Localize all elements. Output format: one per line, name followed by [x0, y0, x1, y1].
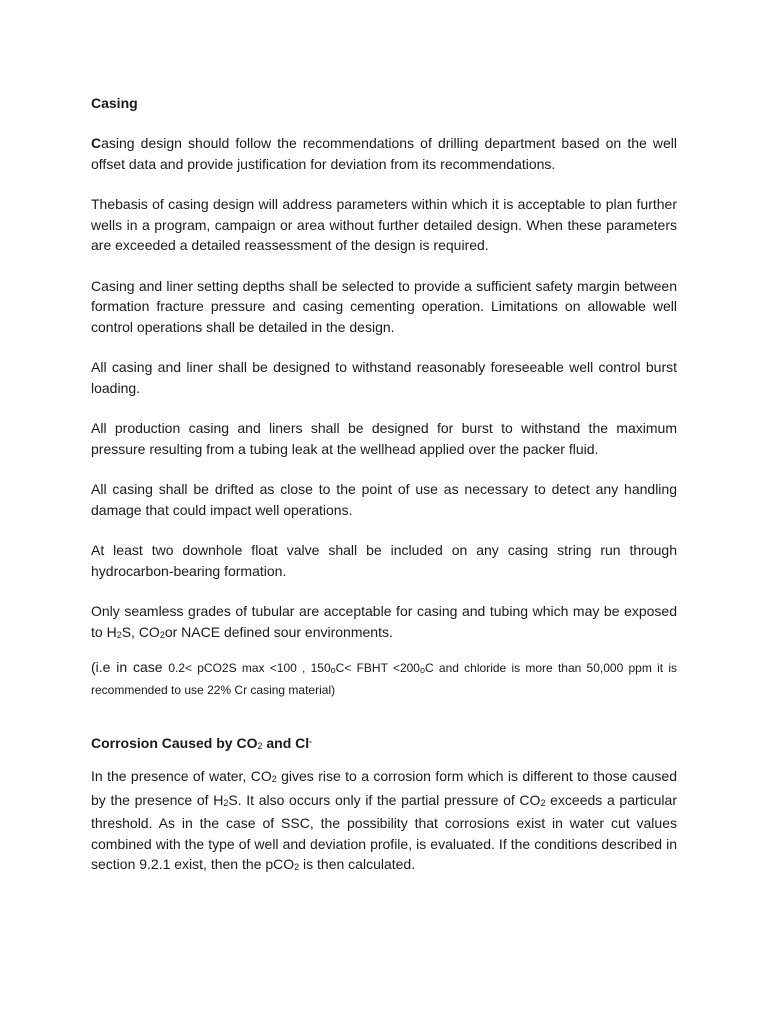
cp1-subscript-2: 2	[223, 797, 229, 808]
p8-text-a: Only seamless grades of tubular are acceptable for casing and tubing which may be exposed to H	[91, 603, 677, 640]
document-page	[91, 93, 677, 878]
cp1-text-b: gives rise to a corrosion form which is different to those caused by the presence of H	[91, 768, 677, 808]
casing-paragraph-7: At least two downhole float valve shall be included on any casing string run through hydrocarbon-bearing formation.	[91, 542, 677, 579]
note-text-d: C and chloride is more than 50,000 ppm it is recommended to use 22% Cr casing material)	[91, 661, 677, 697]
p8-text-b: S, CO	[121, 623, 160, 640]
corrosion-heading-a: Corrosion Caused by CO	[91, 735, 258, 751]
cp1-subscript-4: 2	[294, 862, 300, 872]
cp1-subscript-1: 2	[271, 774, 277, 784]
casing-paragraph-4: All casing and liner shall be designed to withstand reasonably foreseeable well control burst loading.	[91, 359, 677, 396]
casing-paragraph-6: All casing shall be drifted as close to the point of use as necessary to detect any handling damage that could impact well operations.	[91, 481, 677, 518]
casing-paragraph-8	[91, 601, 677, 645]
cp1-text-a: In the presence of water, CO	[91, 768, 272, 784]
corrosion-heading-b: and Cl	[262, 735, 310, 751]
casing-paragraph-1	[91, 133, 677, 174]
corrosion-heading-subscript: 2	[257, 741, 263, 751]
note-text-a: (i.e in case	[91, 659, 169, 675]
casing-note	[91, 657, 677, 700]
cp1-text-d: exceeds a particular threshold. As in the case of SSC, the possibility that corrosions exist in water cut values combined with the type of well and deviation profile, is evaluated. If the conditions described in section 9.2.1 exist, then the pCO	[91, 791, 677, 872]
casing-paragraph-5: All production casing and liners shall be designed for burst to withstand the maximum pressure resulting from a tubing leak at the wellhead applied over the packer fluid.	[91, 420, 677, 457]
p8-subscript-1: 2	[116, 629, 122, 640]
corrosion-paragraph-1	[91, 766, 677, 878]
note-subscript-2: o	[419, 665, 425, 675]
note-text-c: C< FBHT <200	[335, 661, 420, 675]
p8-subscript-2: 2	[159, 629, 165, 640]
casing-paragraph-2: Thebasis of casing design will address parameters within which it is acceptable to plan further wells in a program, campaign or area without further detailed design. When these parameters are exceeded a detailed reassessment of the design is required.	[91, 196, 677, 253]
note-subscript-1: o	[330, 665, 336, 675]
corrosion-heading	[91, 732, 677, 756]
note-text-b: 0.2< pCO2S max <100 , 150	[168, 661, 331, 675]
cp1-text-c: S. It also occurs only if the partial pressure of CO	[228, 791, 541, 808]
cp1-text-e: is then calculated.	[299, 856, 416, 872]
casing-paragraph-1-initial: C	[91, 135, 102, 151]
corrosion-heading-superscript: -	[309, 737, 312, 746]
casing-paragraph-3: Casing and liner setting depths shall be selected to provide a sufficient safety margin between formation fracture pressure and casing cementing operation. Limitations on allowable well control operations shall be detailed in the design.	[91, 277, 677, 335]
casing-heading: Casing	[91, 95, 138, 111]
cp1-subscript-3: 2	[540, 797, 546, 808]
casing-paragraph-1-text: asing design should follow the recommendations of drilling department based on the well offset data and provide justification for deviation from its recommendations.	[91, 135, 677, 172]
p8-text-c: or NACE defined sour environments.	[164, 623, 393, 640]
